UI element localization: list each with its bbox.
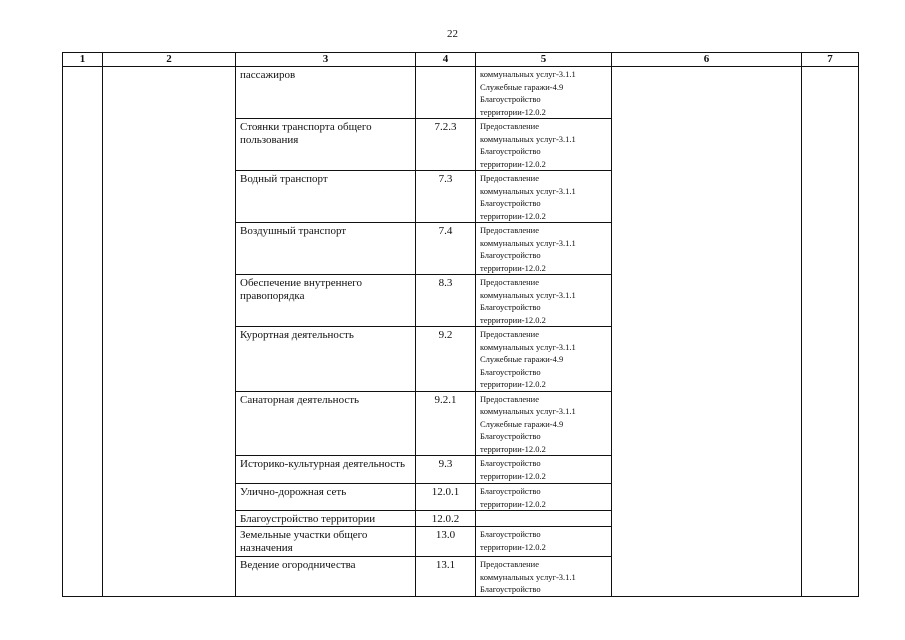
auxiliary-use-line: территории-12.0.2 — [480, 470, 546, 481]
use-type-name: Курортная деятельность — [240, 329, 354, 341]
auxiliary-use-line: Благоустройство — [480, 529, 541, 539]
auxiliary-use-line: территории-12.0.2 — [480, 106, 546, 117]
auxiliary-use-line: коммунальных услуг-3.1.1 — [480, 571, 576, 582]
auxiliary-use-line: территории-12.0.2 — [480, 498, 546, 509]
use-code-cell — [416, 119, 476, 171]
auxiliary-uses-cell — [476, 557, 612, 597]
auxiliary-use-line: коммунальных услуг-3.1.1 — [480, 237, 576, 248]
column-header-1: 1 — [63, 53, 103, 67]
use-type-name: Водный транспорт — [240, 173, 328, 185]
use-code-cell — [416, 511, 476, 527]
auxiliary-use-line: территории-12.0.2 — [480, 541, 546, 552]
use-type-cell — [236, 119, 416, 171]
auxiliary-use-line: Предоставление — [480, 173, 539, 183]
use-code: 8.3 — [438, 277, 453, 289]
auxiliary-uses-cell — [476, 327, 612, 392]
auxiliary-use-line: Благоустройство — [480, 250, 541, 260]
auxiliary-use-line: коммунальных услуг-3.1.1 — [480, 185, 576, 196]
use-code-cell — [416, 557, 476, 597]
use-code: 9.2 — [438, 329, 453, 341]
auxiliary-use-line: коммунальных услуг-3.1.1 — [480, 289, 576, 300]
column-header-4: 4 — [416, 53, 476, 67]
auxiliary-uses-list — [476, 223, 611, 274]
auxiliary-uses-list — [476, 275, 611, 326]
use-type-name: Благоустройство территории — [240, 513, 376, 525]
auxiliary-use-line: Служебные гаражи-4.9 — [480, 354, 564, 364]
auxiliary-use-line: Служебные гаражи-4.9 — [480, 418, 564, 429]
use-type-cell — [236, 223, 416, 275]
column-2-cell — [103, 67, 236, 597]
auxiliary-uses-cell — [476, 119, 612, 171]
use-type-cell — [236, 275, 416, 327]
column-header-2: 2 — [103, 53, 236, 67]
auxiliary-use-line: Благоустройство — [480, 431, 541, 441]
use-type-name: Санаторная деятельность — [240, 393, 360, 406]
auxiliary-uses-list — [476, 456, 611, 482]
auxiliary-use-line: коммунальных услуг-3.1.1 — [480, 69, 576, 79]
auxiliary-uses-cell — [476, 67, 612, 119]
column-header-3: 3 — [236, 53, 416, 67]
auxiliary-uses-cell — [476, 527, 612, 557]
auxiliary-use-line: коммунальных услуг-3.1.1 — [480, 133, 576, 144]
auxiliary-use-line: Благоустройство — [480, 94, 541, 104]
use-type-name: пассажиров — [240, 69, 296, 81]
column-header-5: 5 — [476, 53, 612, 67]
auxiliary-use-line: Предоставление — [480, 277, 539, 287]
auxiliary-uses-list — [476, 527, 611, 553]
auxiliary-uses-cell — [476, 223, 612, 275]
use-type-name: Стоянки транспорта общего пользования — [240, 121, 372, 146]
use-type-name: Улично-дорожная сеть — [240, 486, 347, 498]
use-code-cell — [416, 391, 476, 456]
auxiliary-use-line: Благоустройство — [480, 198, 541, 208]
use-code-cell — [416, 223, 476, 275]
use-code: 13.0 — [435, 529, 456, 541]
auxiliary-use-line: Благоустройство — [480, 584, 541, 594]
auxiliary-use-line: Предоставление — [480, 329, 539, 339]
land-use-table — [62, 52, 859, 597]
use-code-cell — [416, 67, 476, 119]
column-6-cell — [612, 67, 802, 597]
use-code-cell — [416, 527, 476, 557]
auxiliary-use-line: Благоустройство — [480, 458, 541, 468]
use-type-name: Воздушный транспорт — [240, 225, 347, 237]
auxiliary-uses-cell — [476, 391, 612, 456]
auxiliary-use-line: Благоустройство — [480, 366, 541, 377]
column-7-cell — [802, 67, 859, 597]
auxiliary-use-line: территории-12.0.2 — [480, 210, 546, 221]
auxiliary-use-line: Предоставление — [480, 559, 539, 569]
use-code: 12.0.2 — [431, 513, 460, 525]
column-header-7: 7 — [802, 53, 859, 67]
auxiliary-use-line: территории-12.0.2 — [480, 443, 546, 454]
auxiliary-use-line: Благоустройство — [480, 486, 541, 496]
auxiliary-use-line: коммунальных услуг-3.1.1 — [480, 406, 576, 416]
use-code — [416, 67, 475, 69]
use-type-cell — [236, 456, 416, 484]
auxiliary-use-line: Благоустройство — [480, 302, 541, 312]
use-code: 9.3 — [438, 458, 453, 470]
use-type-cell — [236, 527, 416, 557]
auxiliary-use-line: коммунальных услуг-3.1.1 — [480, 341, 576, 352]
use-type-cell — [236, 391, 416, 456]
auxiliary-use-line: территории-12.0.2 — [480, 379, 546, 389]
use-type-cell — [236, 484, 416, 511]
auxiliary-use-line: Служебные гаражи-4.9 — [480, 81, 564, 92]
auxiliary-uses-list — [476, 557, 611, 596]
auxiliary-uses-cell — [476, 171, 612, 223]
auxiliary-use-line: территории-12.0.2 — [480, 158, 546, 169]
use-type-cell — [236, 67, 416, 119]
page-number: 22 — [447, 28, 458, 40]
use-type-cell — [236, 557, 416, 597]
use-type-name: Историко-культурная деятельность — [240, 458, 405, 470]
use-code-cell — [416, 456, 476, 484]
auxiliary-uses-list — [476, 327, 611, 391]
auxiliary-uses-list — [476, 484, 611, 510]
use-type-name: Обеспечение внутреннего правопорядка — [240, 277, 363, 302]
auxiliary-uses-cell — [476, 275, 612, 327]
auxiliary-uses-cell — [476, 484, 612, 511]
auxiliary-uses-cell — [476, 511, 612, 527]
use-code: 12.0.1 — [431, 486, 460, 498]
use-code-cell — [416, 327, 476, 392]
auxiliary-uses-cell — [476, 456, 612, 484]
auxiliary-uses-list — [476, 119, 611, 170]
use-code-cell — [416, 275, 476, 327]
auxiliary-use-line: территории-12.0.2 — [480, 262, 546, 273]
auxiliary-uses-list — [476, 511, 611, 512]
use-code: 9.2.1 — [434, 393, 457, 406]
auxiliary-use-line: Предоставление — [480, 393, 539, 404]
use-code: 13.1 — [435, 559, 456, 571]
use-code: 7.2.3 — [434, 121, 457, 133]
use-type-cell — [236, 511, 416, 527]
use-type-cell — [236, 171, 416, 223]
use-type-cell — [236, 327, 416, 392]
table-header-row — [63, 53, 859, 67]
auxiliary-use-line: Предоставление — [480, 121, 539, 131]
auxiliary-uses-list — [476, 67, 611, 118]
column-header-6: 6 — [612, 53, 802, 67]
auxiliary-use-line: территории-12.0.2 — [480, 314, 546, 325]
auxiliary-use-line: Предоставление — [480, 225, 539, 235]
table-row — [63, 67, 859, 119]
auxiliary-uses-list — [476, 171, 611, 222]
use-code-cell — [416, 484, 476, 511]
use-code: 7.4 — [438, 225, 453, 237]
auxiliary-uses-list — [476, 392, 611, 456]
use-code-cell — [416, 171, 476, 223]
column-1-cell — [63, 67, 103, 597]
auxiliary-use-line: Благоустройство — [480, 146, 541, 156]
use-type-name: Земельные участки общего назначения — [240, 529, 368, 554]
use-type-name: Ведение огородничества — [240, 559, 356, 571]
use-code: 7.3 — [438, 173, 453, 185]
